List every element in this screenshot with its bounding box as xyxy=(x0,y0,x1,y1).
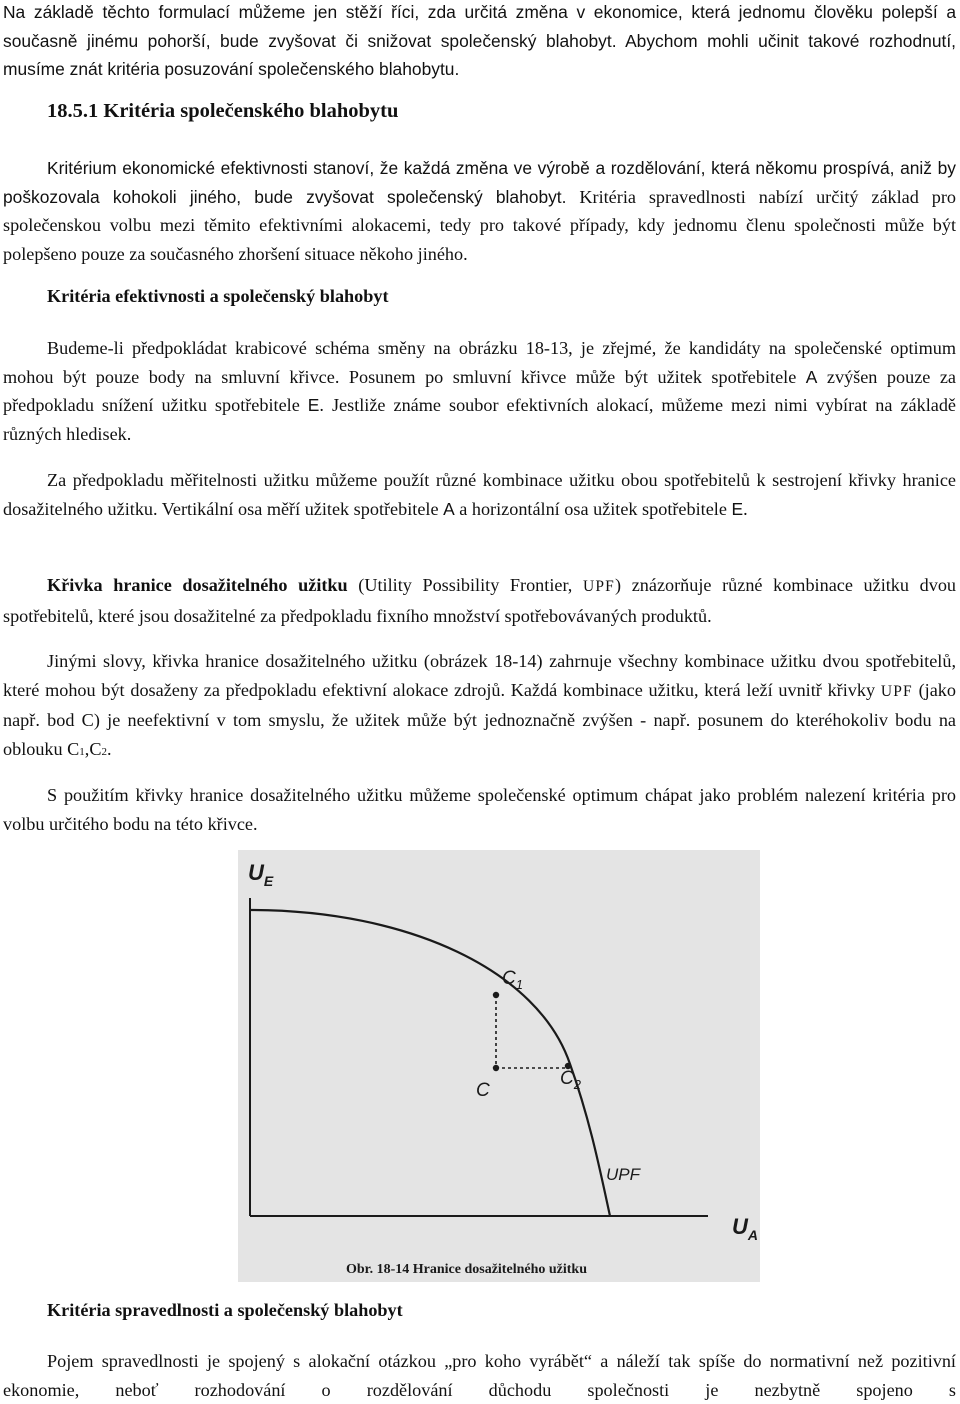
point-c-label: C xyxy=(476,1080,490,1101)
efficiency-criterion-text: Kritérium ekonomické efektivnosti stanoví, že každá změna ve výrobě a rozdělování, která někomu prospívá, aniž by poškozovala kohokoli jiného, bude zvyšovat společenský blahobyt. xyxy=(3,158,956,207)
para4-text-b: ) znázorňuje různé kombinace užitku dvou spotřebitelů, které jsou dosažitelné za předpokladu fixního množství spotřebovávaných produktů. xyxy=(3,575,957,626)
para2-text-a: Budeme-li předpokládat krabicové schéma směny na obrázku 18-13, je zřejmé, že kandidáty na společenské optimum mohou být pouze body na smluvní křivce. Posunem po smluvní křivce může být užitek spotřebitele xyxy=(3,338,956,387)
optimum-paragraph: S použitím křivky hranice dosažitelného užitku můžeme společenské optimum chápat jako problém nalezení kritéria pro volbu určitého bodu na této křivce. xyxy=(3,785,956,834)
c2-subscript: 2 xyxy=(101,745,107,758)
upf-term: Křivka hranice dosažitelného užitku xyxy=(47,575,348,595)
figure-caption: Obr. 18-14 Hranice dosažitelného užitku xyxy=(346,1262,587,1277)
justice-paragraph: Pojem spravedlnosti je spojený s alokační otázkou „pro koho vyrábět“ a náleží tak spíše do normativní než pozitivní ekonomie, neboť rozhodování o rozdělování důchodu společnosti je nezbytně spojeno s xyxy=(3,1351,956,1400)
intro-text: Na základě těchto formulací můžeme jen stěží říci, zda určitá změna v ekonomice, která jednomu člověku polepší a současně jinému pohorší, bude zvyšovat či snižovat společenský blahobyt. Abychom mohli učinit takové rozhodnutí, musíme znát kritéria posuzování společenského blahobytu. xyxy=(3,2,956,79)
y-axis-label: $U_E$ xyxy=(248,860,274,889)
point-c1-marker xyxy=(493,992,499,998)
consumer-a-symbol: A xyxy=(805,366,818,387)
para5-comma: ,C xyxy=(84,738,102,759)
upf-diagram xyxy=(238,850,760,1282)
upf-abbrev: UPF xyxy=(582,578,616,595)
para3-text-b: a horizontální osa užitek spotřebitele xyxy=(454,498,732,519)
para2-text-c: . Jestliže známe soubor efektivních alokací, můžeme mezi nimi vybírat na základě různých hledisek. xyxy=(3,395,956,444)
para5-text-a: Jinými slovy, křivka hranice dosažitelného užitku (obrázek 18-14) zahrnuje všechny kombinace užitku dvou spotřebitelů, které mohou být dosaženy za předpokladu efektivní alokace zdrojů. Každá kombinace užitku, která leží uvnitř křivky xyxy=(3,651,956,700)
c1-subscript: 1 xyxy=(79,745,85,758)
criteria-paragraph xyxy=(3,154,956,268)
figure-upf xyxy=(238,850,760,1282)
consumer-a-symbol-2: A xyxy=(443,498,455,519)
x-axis-label: $U_A$ xyxy=(732,1214,759,1243)
upf-explanation-paragraph xyxy=(3,647,956,766)
justice-criterion-text: Kritéria spravedlnosti nabízí určitý základ pro společenskou volbu mezi těmito efektivními alokacemi, tedy pro takové případy, kdy jednomu členu společnosti může být polepšeno pouze za současného zhoršení situace někoho jiného. xyxy=(3,186,956,264)
subheading-justice: Kritéria spravedlnosti a společenský blahobyt xyxy=(47,1300,403,1320)
efficiency-paragraph xyxy=(3,334,956,448)
para3-text-c: . xyxy=(743,498,748,519)
intro-paragraph xyxy=(3,0,956,84)
point-c-marker xyxy=(493,1065,499,1071)
measurability-paragraph xyxy=(3,466,956,523)
upf-definition-paragraph xyxy=(3,571,956,630)
upf-curve-label: UPF xyxy=(606,1165,640,1184)
para4-text-a: (Utility Possibility Frontier, xyxy=(347,575,583,595)
upf-abbrev-2: UPF xyxy=(880,682,913,700)
figure-background xyxy=(238,850,760,1282)
consumer-e-symbol: E xyxy=(307,395,320,415)
para5-end: . xyxy=(106,738,112,759)
point-c2-label: $C_2$ xyxy=(560,1068,581,1092)
point-c1-label: $C_1$ xyxy=(502,968,523,992)
para3-text-a: Za předpokladu měřitelnosti užitku můžeme použít různé kombinace užitku obou spotřebitelů k sestrojení křivky hranice dosažitelného užitku. Vertikální osa měří užitek spotřebitele xyxy=(3,470,956,519)
section-title: 18.5.1 Kritéria společenského blahobytu xyxy=(47,100,399,122)
para5-text-b: (jako např. bod C) je neefektivní v tom smyslu, že užitek může být jednoznačně zvýšen - např. posunem do kteréhokoliv bodu na oblouku C xyxy=(3,679,956,759)
subheading-efficiency: Kritéria efektivnosti a společenský blahobyt xyxy=(47,286,389,306)
consumer-e-symbol-2: E xyxy=(731,498,744,519)
para2-text-b: zvýšen pouze za předpokladu snížení užitku spotřebitele xyxy=(3,366,956,415)
